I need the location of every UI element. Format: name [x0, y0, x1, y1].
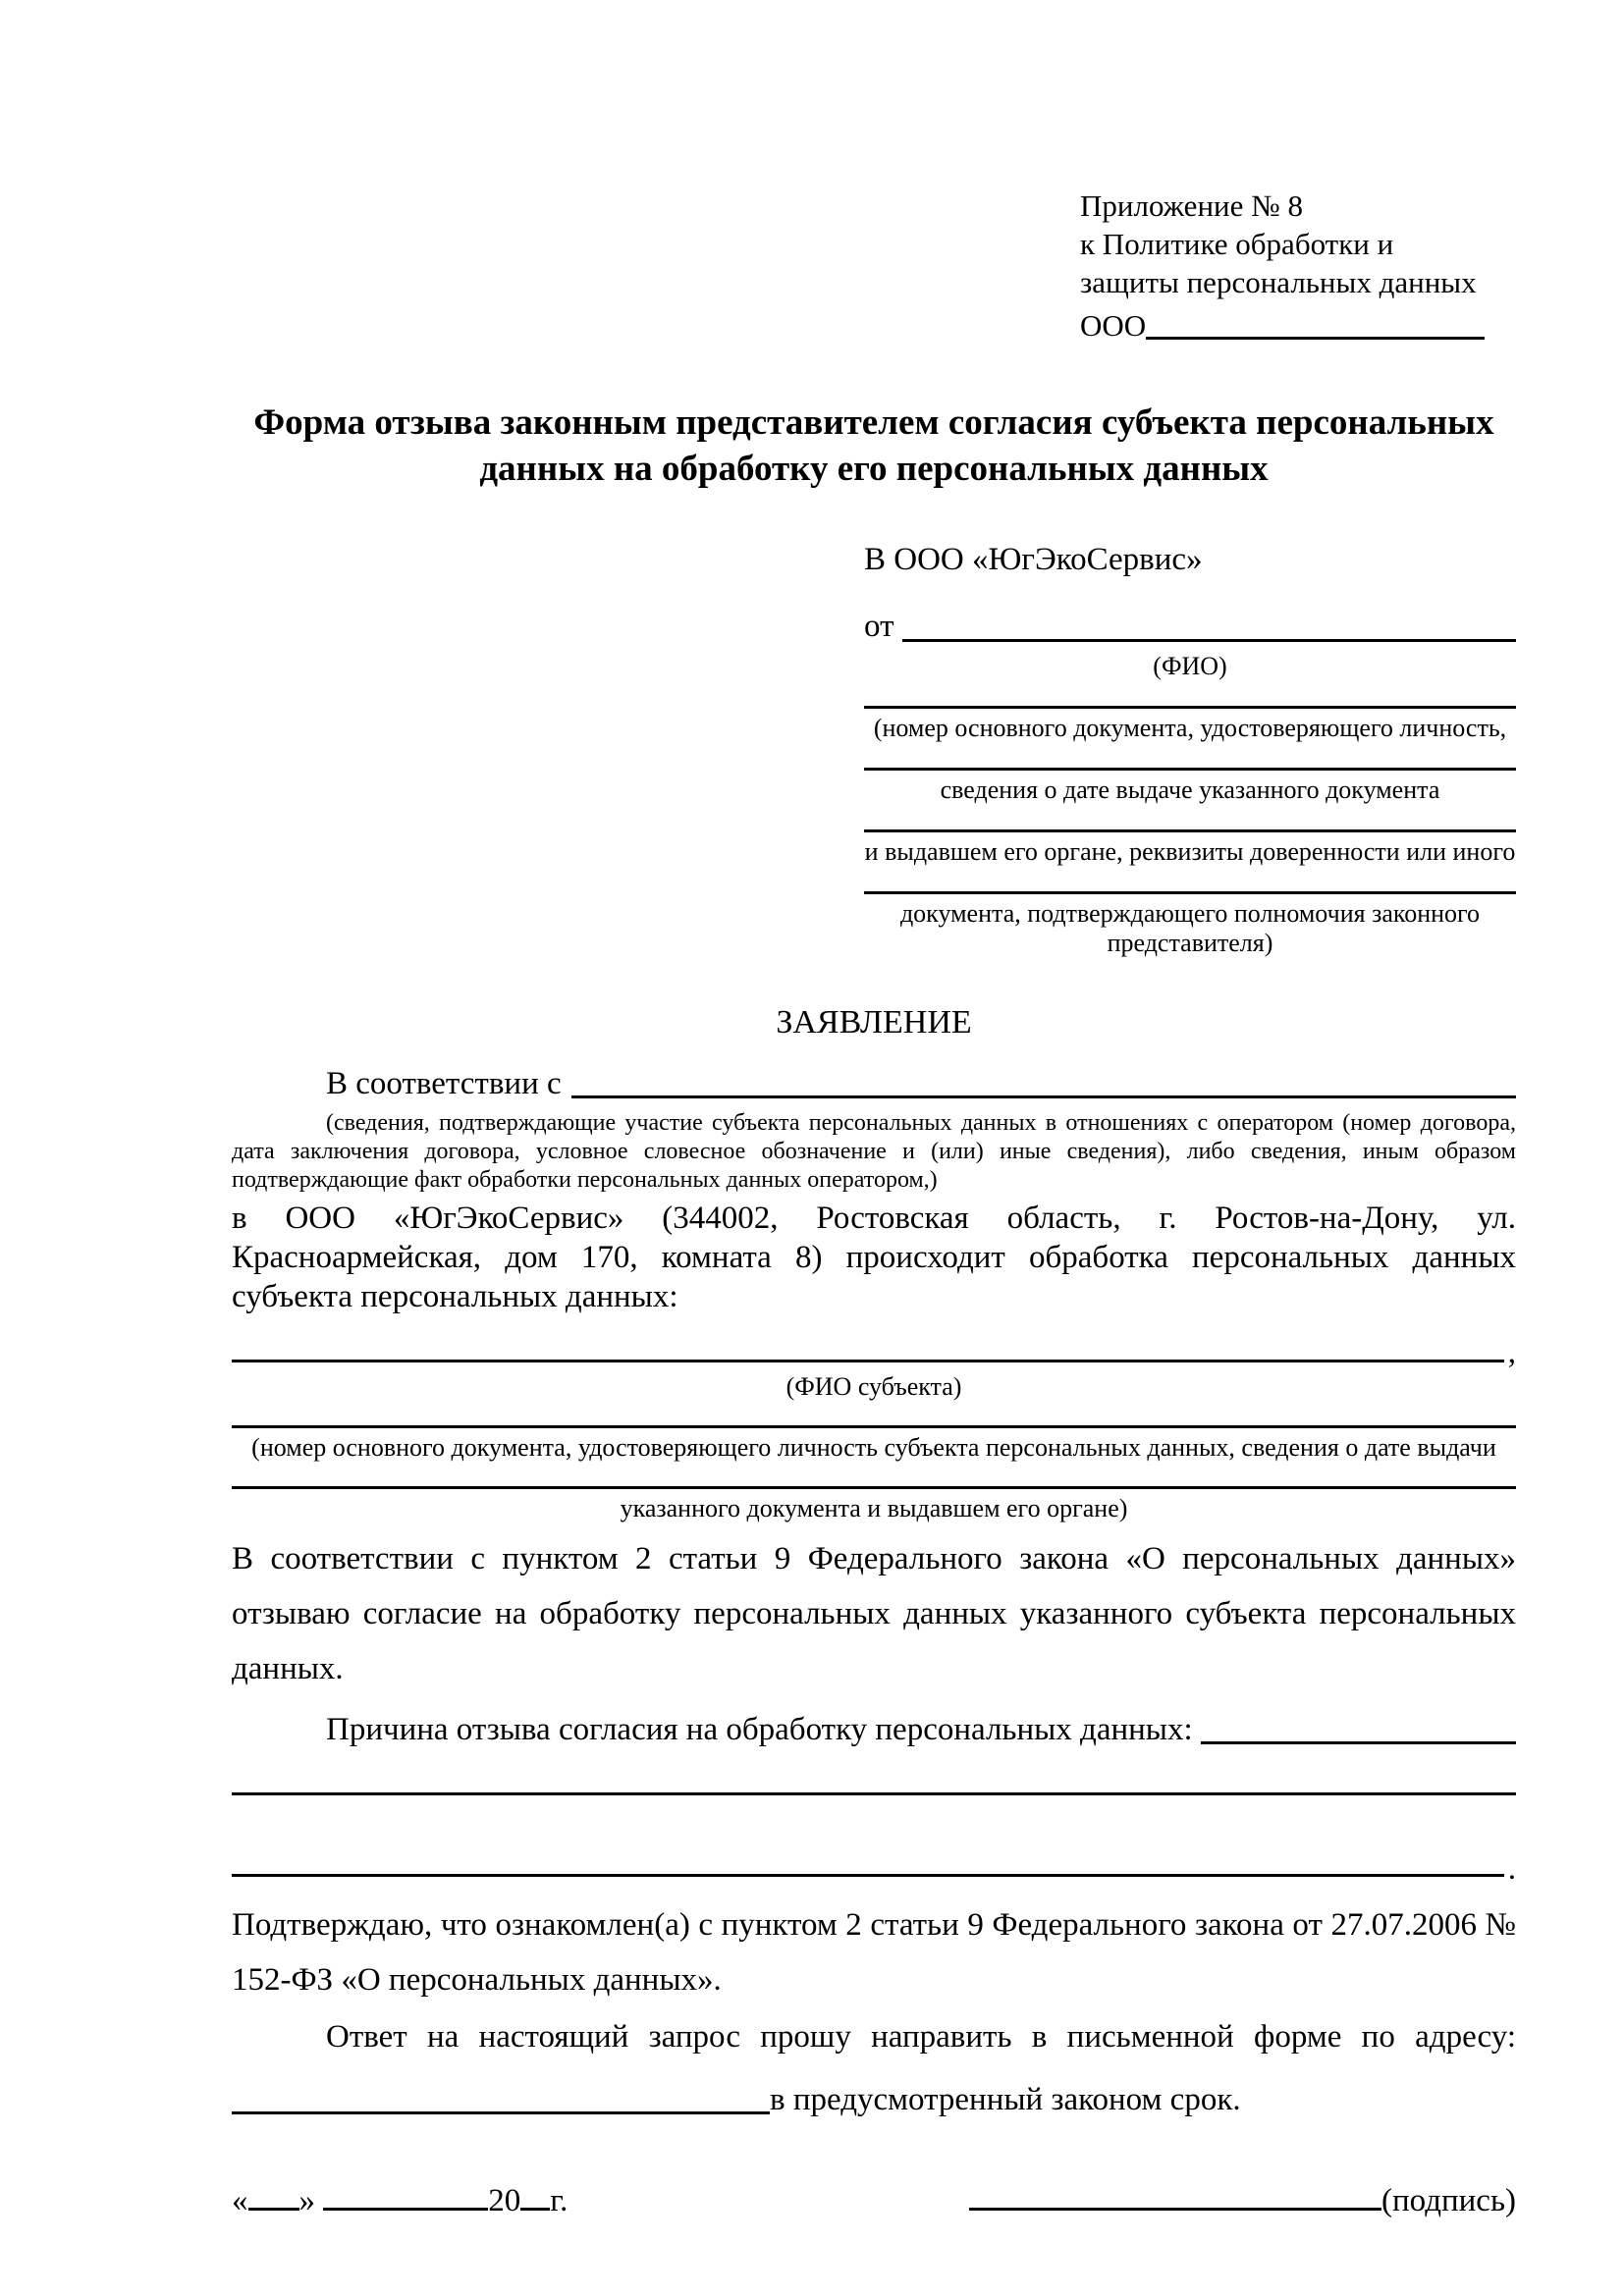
signature-blank-line	[969, 2207, 1381, 2211]
from-row	[864, 604, 1516, 647]
ooo-label: ООО	[1080, 308, 1147, 343]
answer-line-2	[232, 2064, 1516, 2119]
accordance-blank-line	[571, 1095, 1516, 1098]
date-day-blank	[248, 2207, 299, 2211]
appendix-line-3: защиты персональных данных	[1080, 265, 1477, 299]
accordance-row	[232, 1056, 1516, 1103]
date-month-blank	[323, 2207, 488, 2211]
reason-row	[232, 1698, 1516, 1749]
subject-doc-caption-1: (номер основного документа, удостоверяющего личность субъекта персональных данных, сведения о дате выдачи	[251, 1433, 1496, 1463]
appendix-ooo-row	[1080, 301, 1485, 345]
id-doc-caption-1: (номер основного документа, удостоверяющего личность,	[873, 713, 1507, 742]
from-blank-line	[902, 639, 1517, 642]
signature-line	[969, 2182, 1516, 2221]
answer-line-1: Ответ на настоящий запрос прошу направить в письменной форме по адресу:	[326, 2019, 1516, 2056]
id-doc-field-2	[864, 768, 1516, 805]
id-doc-field-3	[864, 829, 1516, 867]
subject-doc-field-2	[232, 1486, 1516, 1523]
confirm-paragraph: Подтверждаю, что ознакомлен(а) с пунктом 2 статьи 9 Федерального закона от 27.07.2006 № 152-ФЗ «О персональных данных».	[232, 1907, 1516, 1999]
date-year-prefix: 20	[488, 2183, 521, 2219]
reason-full-blank-row-2	[232, 1837, 1516, 1888]
ooo-blank-line	[1146, 337, 1485, 340]
date-quote-close: »	[298, 2183, 315, 2219]
statement-heading: ЗАЯВЛЕНИЕ	[776, 1003, 972, 1041]
accordance-label: В соответствии с	[326, 1065, 562, 1101]
reason-full-blank-line-2	[232, 1874, 1504, 1877]
subject-doc-caption-2: указанного документа и выдавшем его органе)	[620, 1494, 1128, 1523]
answer-line-2-tail: в предусмотренный законом срок.	[770, 2081, 1241, 2117]
id-doc-field-4	[864, 891, 1516, 958]
date-year-suffix: г.	[550, 2183, 568, 2219]
date-year-blank	[520, 2207, 550, 2211]
reason-label: Причина отзыва согласия на обработку персональных данных:	[326, 1711, 1193, 1747]
appendix-header	[1080, 187, 1485, 345]
subject-doc-field-1	[232, 1425, 1516, 1463]
date-line	[232, 2182, 568, 2221]
subject-fio-caption: (ФИО субъекта)	[785, 1372, 962, 1402]
from-label: от	[864, 609, 894, 644]
signature-caption: (подпись)	[1381, 2183, 1516, 2219]
id-doc-caption-4: документа, подтверждающего полномочия законного представителя)	[899, 898, 1481, 957]
reason-full-blank-line-1	[232, 1792, 1516, 1795]
addressee-block	[864, 541, 1516, 958]
appendix-line-2: к Политике обработки и	[1080, 227, 1394, 261]
operator-paragraph: в ООО «ЮгЭкоСервис» (344002, Ростовская область, г. Ростов-на-Дону, ул. Красноармейская, дом 170, комната 8) происходит обработка персональных данных субъекта персональных данных:	[232, 1201, 1516, 1315]
accordance-note: (сведения, подтверждающие участие субъекта персональных данных в отношениях с оператором (номер договора, дата заключения договора, условное словесное обозначение и (или) иные сведения), либо сведения, иным образом подтверждающие факт обработки персональных данных оператором,)	[232, 1110, 1516, 1194]
addressee-to: В ООО «ЮгЭкоСервис»	[864, 542, 1203, 577]
date-quote-open: «	[232, 2183, 248, 2219]
reason-period: .	[1507, 1851, 1516, 1888]
signature-footer	[232, 2182, 1516, 2221]
withdraw-paragraph: В соответствии с пунктом 2 статьи 9 Федерального закона «О персональных данных» отзываю согласие на обработку персональных данных указанного субъекта персональных данных.	[232, 1541, 1516, 1687]
id-doc-caption-2: сведения о дате выдаче указанного документа	[940, 774, 1440, 804]
fio-caption: (ФИО)	[1153, 651, 1227, 680]
subject-fio-comma: ,	[1507, 1335, 1516, 1371]
reason-blank-line	[1201, 1741, 1516, 1744]
subject-fio-blank-line	[232, 1360, 1504, 1362]
appendix-line-1: Приложение № 8	[1080, 188, 1303, 223]
id-doc-caption-3: и выдавшем его органе, реквизиты доверенности или иного	[864, 836, 1516, 866]
form-title: Форма отзыва законным представителем согласия субъекта персональных данных на обработку его персональных данных	[253, 402, 1494, 489]
subject-fio-row	[232, 1328, 1516, 1371]
id-doc-field-1	[864, 706, 1516, 743]
address-blank-line	[232, 2111, 770, 2114]
